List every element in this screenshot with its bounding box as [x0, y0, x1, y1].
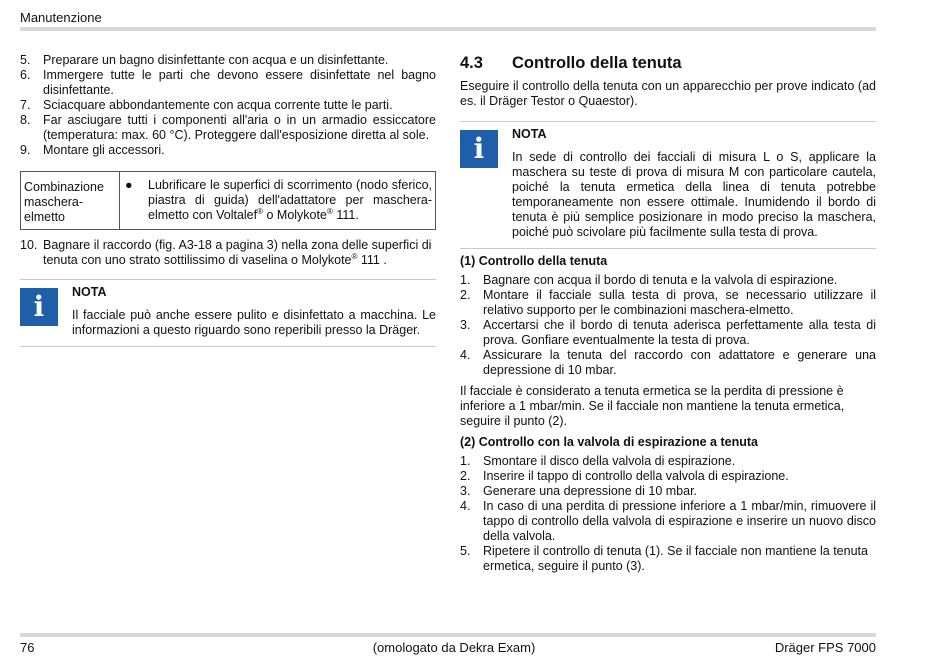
running-header: Manutenzione [20, 10, 102, 25]
subsection-title: (1) Controllo della tenuta [460, 254, 608, 268]
result-paragraph: Il facciale è considerato a tenuta ermetica se la perdita di pressione è inferiore a 1 mbar/min. Se il facciale non mantiene la tenuta ermetica, seguire il punto (2). [460, 384, 845, 428]
list-item: 3. Accertarsi che il bordo di tenuta aderisca perfettamente alla testa di prova. Gonfiare eventualmente la testa di prova. [460, 318, 876, 347]
footer-product: Dräger FPS 7000 [774, 640, 876, 655]
list-item: 6. Immergere tutte le parti che devono essere disinfettate nel bagno disinfettante. [20, 68, 436, 97]
table-label-cell: Combinazione maschera-elmetto [21, 172, 120, 230]
section-number: 4.3 [460, 54, 483, 72]
left-column [20, 53, 436, 347]
header-rule [20, 27, 876, 31]
cleaning-steps-list [20, 53, 436, 158]
list-item: 4. In caso di una perdita di pressione inferiore a 1 mbar/min, rimuovere il tappo di controllo della valvola di espirazione e inserire un nuovo disco della valvola. [460, 499, 876, 543]
valve-test-steps [460, 454, 876, 574]
list-item: 5. Preparare un bagno disinfettante con acqua e un disinfettante. [20, 53, 389, 67]
section-heading [460, 53, 876, 73]
note-box [20, 279, 436, 347]
list-item: 2. Inserire il tappo di controllo della valvola di espirazione. [460, 469, 789, 483]
footer-approval: (omologato da Dekra Exam) [372, 640, 536, 655]
note-title: NOTA [512, 127, 547, 141]
list-item: 7. Sciacquare abbondantemente con acqua corrente tutte le parti. [20, 98, 393, 112]
list-item: 8. Far asciugare tutti i componenti all'aria o in un armadio essiccatore (temperatura: max. 60 °C). Proteggere dall'esposizione diretta al sole. [20, 113, 436, 142]
subsection-title: (2) Controllo con la valvola di espirazione a tenuta [460, 435, 758, 449]
note-text: Il facciale può anche essere pulito e disinfettato a macchina. Le informazioni a questo riguardo sono reperibili presso la Dräger. [72, 308, 436, 337]
page-number: 76 [20, 640, 35, 655]
info-icon: i [460, 130, 498, 168]
list-item: 9. Montare gli accessori. [20, 143, 165, 157]
list-item: 1. Smontare il disco della valvola di espirazione. [460, 454, 736, 468]
leak-test-steps [460, 273, 876, 378]
list-item: 1. Bagnare con acqua il bordo di tenuta e la valvola di espirazione. [460, 273, 838, 287]
list-item: 5. Ripetere il controllo di tenuta (1). Se il facciale non mantiene la tenuta ermetica, seguire il punto (3). [460, 544, 868, 573]
table-content-cell: ● Lubrificare le superfici di scorrimento (nodo sferico, piastra di guida) dell'adattatore per maschera-elmetto con Voltalef® o Molykote® 111. [120, 172, 436, 230]
note-text: In sede di controllo dei facciali di misura L o S, applicare la maschera su teste di prova di misura M con particolare cautela, poiché la tenuta ermetica della linea di tenuta potrebbe temporaneamente non essere ottimale. Inumidendo il bordo di tenuta è più semplice posizionare in modo preciso la maschera, poiché può scivolare più facilmente sulla testa di prova. [512, 150, 876, 239]
info-icon: i [20, 288, 58, 326]
note-box [460, 121, 876, 249]
step-10-list [20, 238, 436, 268]
list-item: 2. Montare il facciale sulla testa di prova, se necessario utilizzare il relativo supporto per le combinazioni maschera-elmetto. [460, 288, 876, 317]
table-row [21, 172, 436, 230]
intro-paragraph: Eseguire il controllo della tenuta con un apparecchio per prove indicato (ad es. il Dräger Testor o Quaestor). [460, 79, 876, 108]
combination-table [20, 171, 436, 230]
list-item: 4. Assicurare la tenuta del raccordo con adattatore e generare una depressione di 10 mbar. [460, 348, 876, 377]
right-column [460, 53, 876, 574]
footer-rule [20, 633, 876, 637]
list-item: 3. Generare una depressione di 10 mbar. [460, 484, 698, 498]
bullet-icon: ● [125, 178, 133, 192]
list-item: 10. Bagnare il raccordo (fig. A3-18 a pagina 3) nella zona delle superfici di tenuta con uno strato sottilissimo di vaselina o Molykote® 111 . [20, 238, 432, 267]
note-title: NOTA [72, 285, 107, 299]
section-title: Controllo della tenuta [512, 54, 682, 72]
